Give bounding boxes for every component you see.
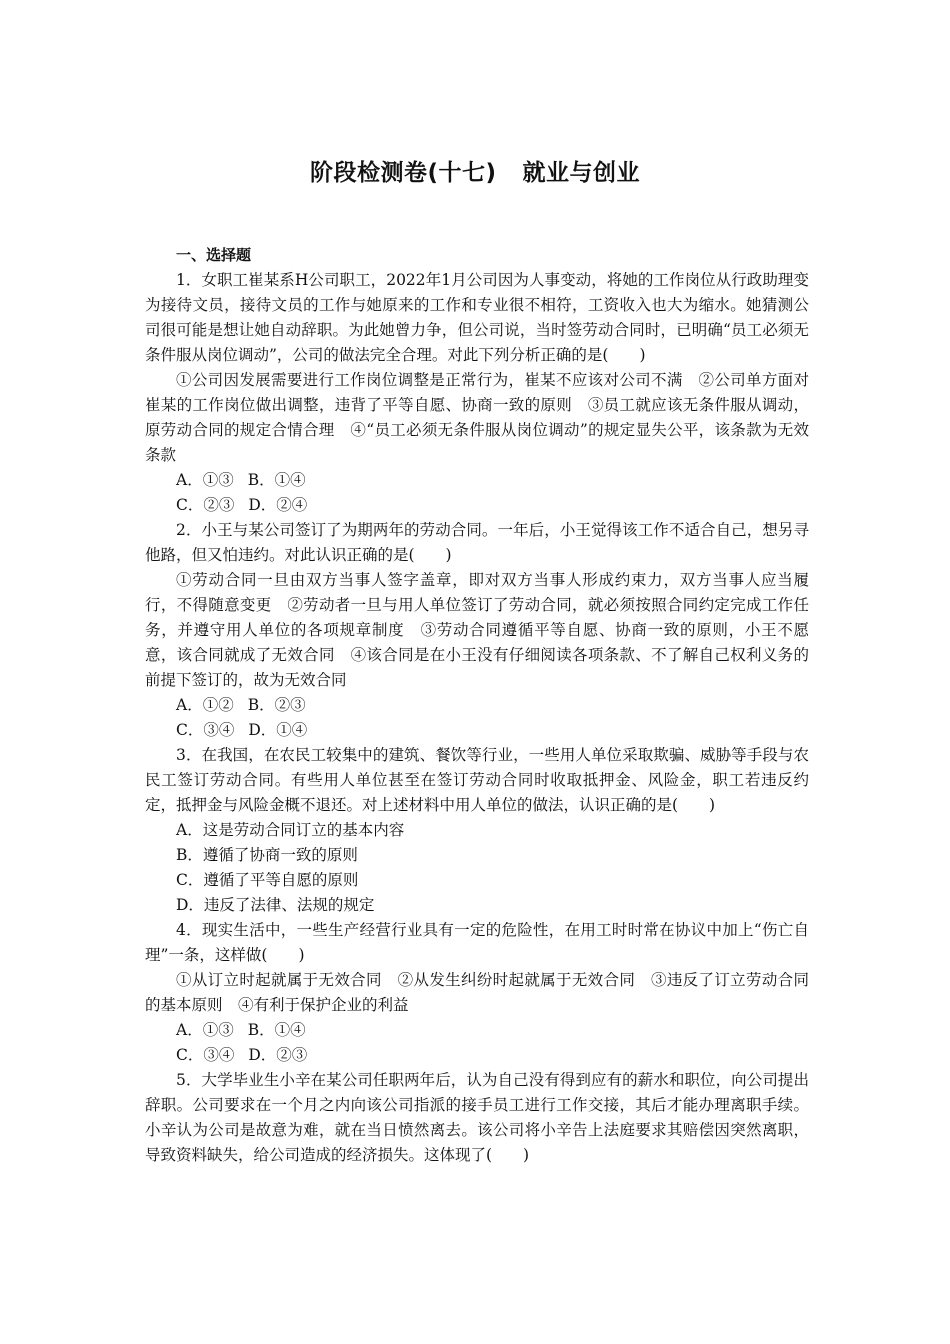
- option-row: [145, 468, 809, 493]
- question-stem: 2．小王与某公司签订了为期两年的劳动合同。一年后，小王觉得该工作不适合自己，想另寻他路，但又怕违约。对此认识正确的是( ): [145, 521, 809, 564]
- title-main: 阶段检测卷(十七): [309, 160, 497, 186]
- option-b: B．遵循了协商一致的原则: [176, 846, 358, 864]
- option-c: C．遵循了平等自愿的原则: [176, 871, 359, 889]
- page-title: [0, 154, 950, 187]
- question-3: [145, 743, 809, 918]
- question-4: [145, 918, 809, 1068]
- option-a: A．①③: [176, 471, 234, 489]
- option-row: [145, 718, 809, 743]
- title-sub: 就业与创业: [522, 160, 641, 186]
- question-stem: 3．在我国，在农民工较集中的建筑、餐饮等行业，一些用人单位采取欺骗、威胁等手段与农民工签订劳动合同。有些用人单位甚至在签订劳动合同时收取抵押金、风险金，职工若违反约定，抵押金与风险金概不退还。对上述材料中用人单位的做法，认识正确的是( ): [145, 746, 809, 814]
- option-d: D．②④: [248, 496, 308, 514]
- question-stem: 1．女职工崔某系H公司职工，2022年1月公司因为人事变动，将她的工作岗位从行政助理变为接待文员，接待文员的工作与她原来的工作和专业很不相符，工资收入也大为缩水。她猜测公司很可能是想让她自动辞职。为此她曾力争，但公司说，当时签劳动合同时，已明确“员工必须无条件服从岗位调动”，公司的做法完全合理。对此下列分析正确的是( ): [145, 271, 809, 364]
- question-statements: ①公司因发展需要进行工作岗位调整是正常行为，崔某不应该对公司不满 ②公司单方面对崔某的工作岗位做出调整，违背了平等自愿、协商一致的原则 ③员工就应该无条件服从调动，原劳动合同的规定合情合理 ④“员工必须无条件服从岗位调动”的规定显失公平，该条款为无效条款: [145, 371, 809, 464]
- question-stem: 4．现实生活中，一些生产经营行业具有一定的危险性，在用工时时常在协议中加上“伤亡自理”一条，这样做( ): [145, 921, 809, 964]
- option-c: C．②③: [176, 496, 235, 514]
- option-a: A．①③: [176, 1021, 234, 1039]
- option-d: D．违反了法律、法规的规定: [176, 896, 375, 914]
- option-d: D．①④: [248, 721, 308, 739]
- question-1: [145, 268, 809, 518]
- question-stem: 5．大学毕业生小辛在某公司任职两年后，认为自己没有得到应有的薪水和职位，向公司提出辞职。公司要求在一个月之内向该公司指派的接手员工进行工作交接，其后才能办理离职手续。小辛认为公司是故意为难，就在当日愤然离去。该公司将小辛告上法庭要求其赔偿因突然离职，导致资料缺失，给公司造成的经济损失。这体现了( ): [145, 1071, 809, 1164]
- option-row: [145, 1018, 809, 1043]
- question-statements: ①从订立时起就属于无效合同 ②从发生纠纷时起就属于无效合同 ③违反了订立劳动合同的基本原则 ④有利于保护企业的利益: [145, 971, 809, 1014]
- option-b: B．①④: [247, 471, 306, 489]
- option-a: A．①②: [176, 696, 234, 714]
- question-statements: ①劳动合同一旦由双方当事人签字盖章，即对双方当事人形成约束力，双方当事人应当履行，不得随意变更 ②劳动者一旦与用人单位签订了劳动合同，就必须按照合同约定完成工作任务，并遵守用人单位的各项规章制度 ③劳动合同遵循平等自愿、协商一致的原则，小王不愿意，该合同就成了无效合同 ④该合同是在小王没有仔细阅读各项条款、不了解自己权利义务的前提下签订的，故为无效合同: [145, 571, 809, 689]
- option-c: C．③④: [176, 721, 235, 739]
- exam-body: [145, 243, 809, 1168]
- option-c: C．③④: [176, 1046, 235, 1064]
- option-a: A．这是劳动合同订立的基本内容: [176, 821, 405, 839]
- section-heading: 一、选择题: [176, 246, 252, 264]
- option-row: [145, 493, 809, 518]
- question-2: [145, 518, 809, 743]
- option-d: D．②③: [248, 1046, 308, 1064]
- option-b: B．①④: [247, 1021, 306, 1039]
- option-b: B．②③: [247, 696, 306, 714]
- question-5: [145, 1068, 809, 1168]
- option-row: [145, 1043, 809, 1068]
- option-row: [145, 693, 809, 718]
